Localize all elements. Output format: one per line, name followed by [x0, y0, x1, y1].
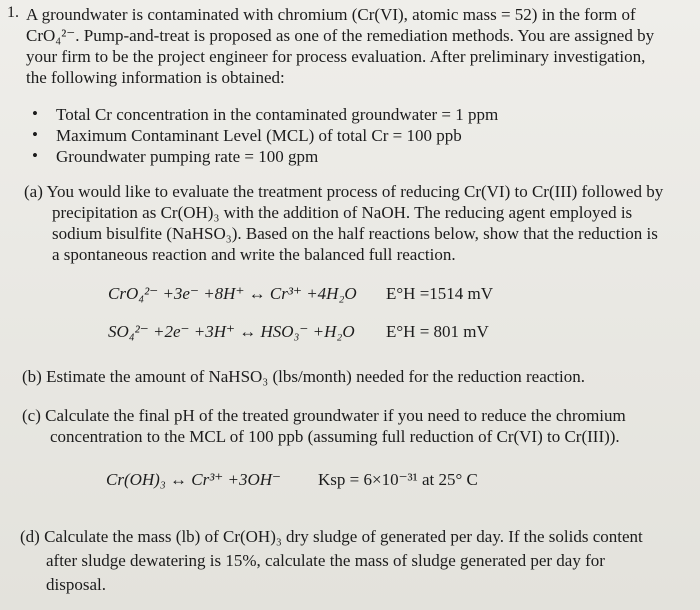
part-b: (b) Estimate the amount of NaHSO₃ (lbs/month) needed for the reduction reaction.: [22, 367, 585, 386]
bullet-dot-1: •: [32, 104, 38, 123]
intro-line-4: the following information is obtained:: [26, 68, 285, 87]
half-reaction-2: SO₄²⁻ +2e⁻ +3H⁺ ↔ HSO₃⁻ +H₂O: [108, 322, 355, 341]
part-c-line-2: concentration to the MCL of 100 ppb (assuming full reduction of Cr(VI) to Cr(III)).: [50, 427, 620, 446]
intro-line-1: A groundwater is contaminated with chromium (Cr(VI), atomic mass = 52) in the form of: [26, 5, 636, 24]
intro-line-3: your firm to be the project engineer for process evaluation. After preliminary investigation,: [26, 47, 646, 66]
part-a-line-4: a spontaneous reaction and write the balanced full reaction.: [52, 245, 456, 264]
intro-line-2: CrO₄²⁻. Pump-and-treat is proposed as one of the remediation methods. You are assigned by: [26, 26, 655, 45]
bullet-pumping-rate: Groundwater pumping rate = 100 gpm: [56, 147, 319, 166]
bullet-dot-2: •: [32, 125, 38, 144]
part-d-line-1: (d) Calculate the mass (lb) of Cr(OH)₃ dry sludge of generated per day. If the solids content: [20, 527, 643, 546]
part-a-line-3: sodium bisulfite (NaHSO₃). Based on the half reactions below, show that the reduction is: [52, 224, 658, 243]
solubility-constant: Ksp = 6×10⁻³¹ at 25° C: [318, 470, 478, 489]
part-d-line-2: after sludge dewatering is 15%, calculate the mass of sludge generated per day for: [46, 551, 605, 570]
question-number: 1.: [7, 4, 19, 21]
part-d-line-3: disposal.: [46, 575, 106, 594]
solubility-equation: Cr(OH)₃ ↔ Cr³⁺ +3OH⁻: [106, 470, 282, 489]
part-c-line-1: (c) Calculate the final pH of the treated groundwater if you need to reduce the chromium: [22, 406, 626, 425]
part-a-line-1: (a) You would like to evaluate the treatment process of reducing Cr(VI) to Cr(III) followed by: [24, 182, 664, 201]
bullet-dot-3: •: [32, 146, 38, 165]
bullet-total-cr: Total Cr concentration in the contaminated groundwater = 1 ppm: [56, 105, 499, 124]
half-reaction-1: CrO₄²⁻ +3e⁻ +8H⁺ ↔ Cr³⁺ +4H₂O: [108, 284, 357, 303]
half-reaction-2-potential: E°H = 801 mV: [386, 322, 489, 341]
part-a-line-2: precipitation as Cr(OH)₃ with the addition of NaOH. The reducing agent employed is: [52, 203, 633, 222]
half-reaction-1-potential: E°H =1514 mV: [386, 284, 494, 303]
bullet-mcl: Maximum Contaminant Level (MCL) of total Cr = 100 ppb: [56, 126, 462, 145]
